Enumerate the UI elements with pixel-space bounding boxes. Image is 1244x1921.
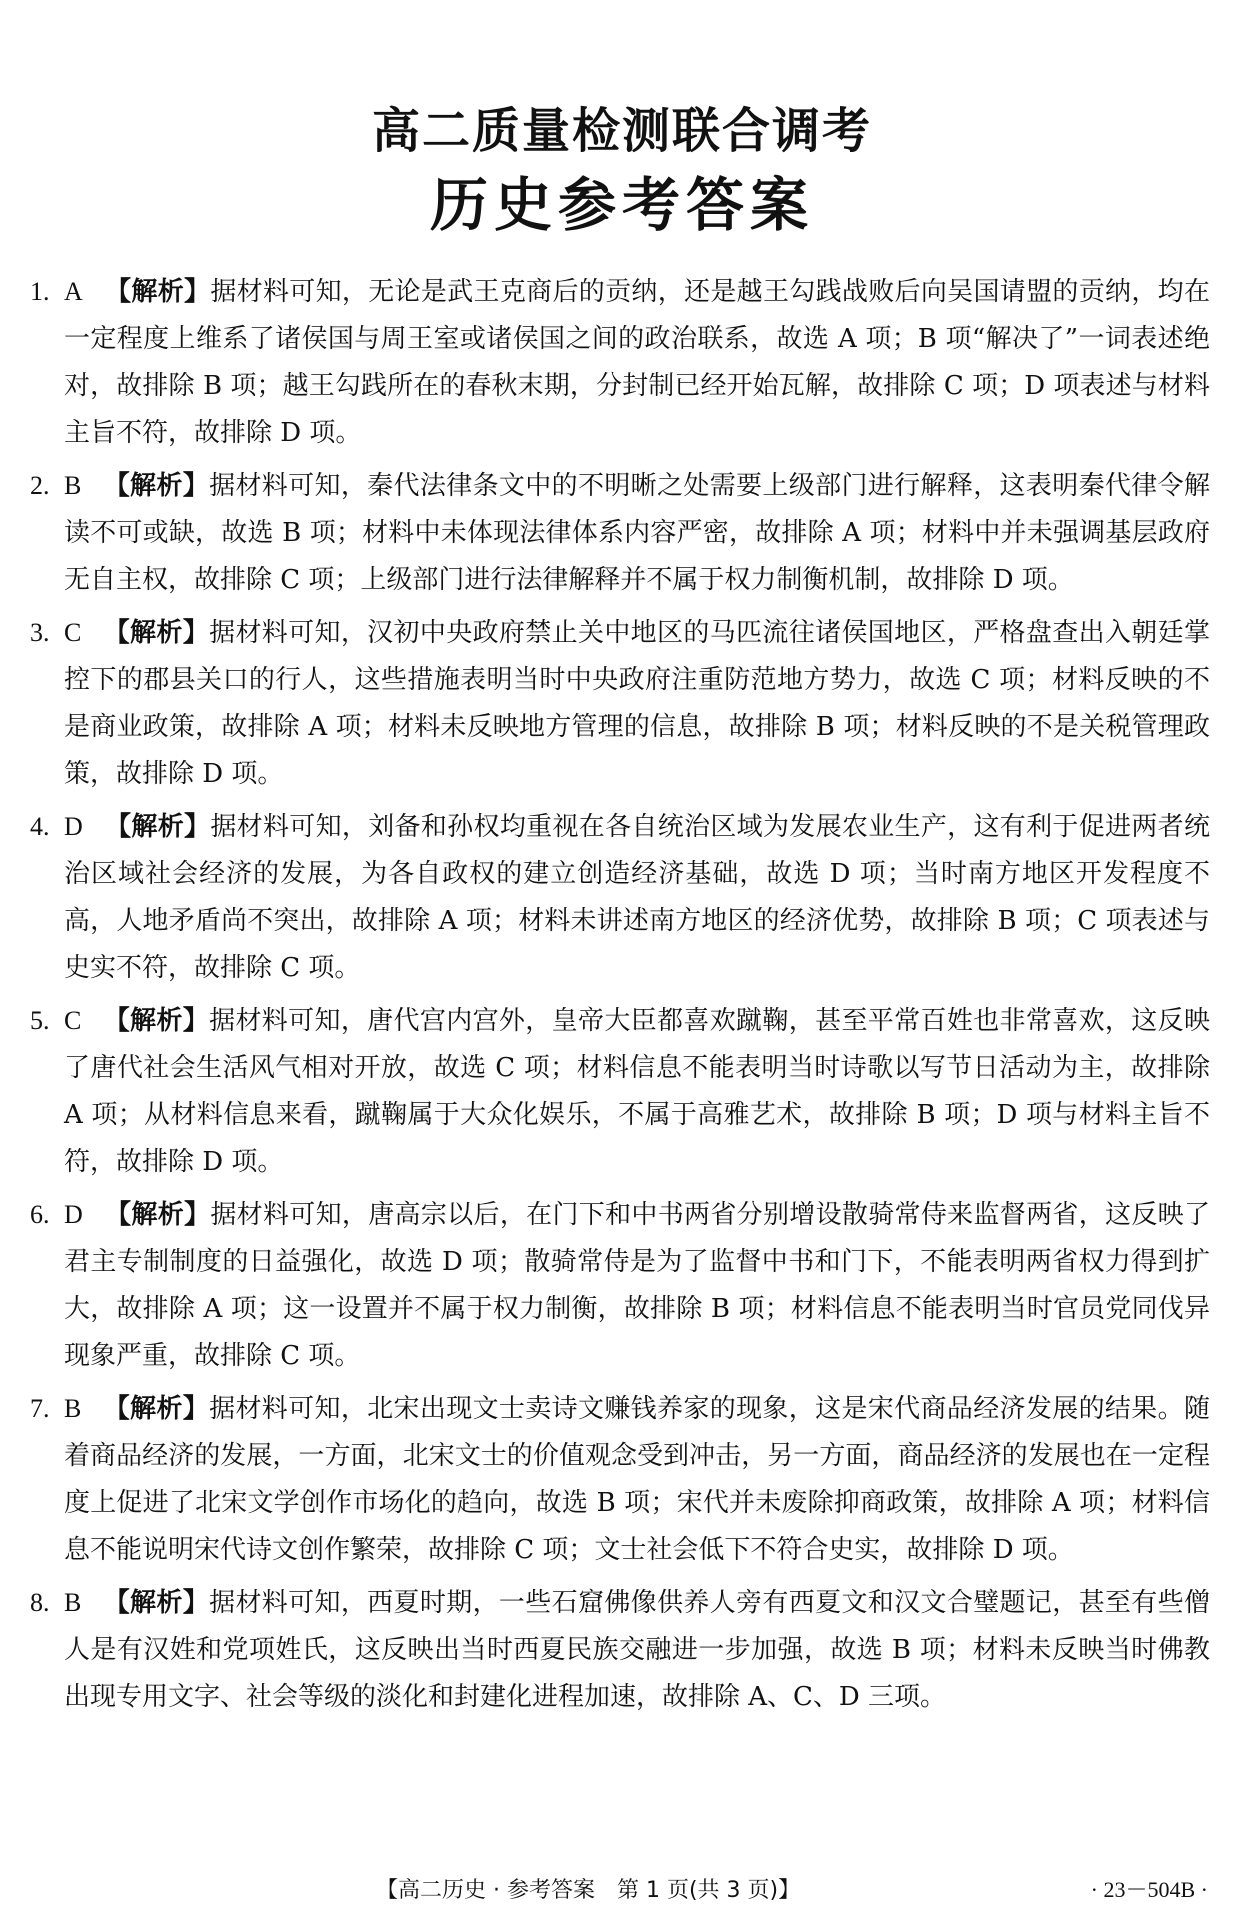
answer-choice: A	[64, 277, 83, 306]
answer-item-6	[30, 1191, 1210, 1380]
analysis-text: 据材料可知，秦代法律条文中的不明晰之处需要上级部门进行解释，这表明秦代律令解读不可或缺，故选 B 项；材料中未体现法律体系内容严密，故排除 A 项；材料中并未强调基层政府无自主权，故排除 C 项；上级部门进行法律解释并不属于权力制衡机制，故排除 D 项。	[64, 471, 1210, 595]
analysis-tag: 【解析】	[104, 277, 211, 307]
answer-number: 3.	[30, 618, 50, 647]
answer-number: 1.	[30, 277, 50, 306]
answer-number: 2.	[30, 471, 50, 500]
analysis-text: 据材料可知，无论是武王克商后的贡纳，还是越王勾践战败后向吴国请盟的贡纳，均在一定程度上维系了诸侯国与周王室或诸侯国之间的政治联系，故选 A 项；B 项“解决了”一词表述绝对，故排除 B 项；越王勾践所在的春秋末期，分封制已经开始瓦解，故排除 C 项；D 项表述与材料主旨不符，故排除 D 项。	[64, 277, 1210, 448]
analysis-tag: 【解析】	[103, 1394, 210, 1424]
footer-page-info: 【高二历史 · 参考答案 第 1 页(共 3 页)】	[376, 1878, 801, 1903]
answer-item-4	[30, 803, 1210, 992]
answer-item-7	[30, 1385, 1210, 1574]
analysis-text: 据材料可知，刘备和孙权均重视在各自统治区域为发展农业生产，这有利于促进两者统治区域社会经济的发展，为各自政权的建立创造经济基础，故选 D 项；当时南方地区开发程度不高，人地矛盾尚不突出，故排除 A 项；材料未讲述南方地区的经济优势，故排除 B 项；C 项表述与史实不符，故排除 C 项。	[64, 812, 1210, 983]
answer-number: 5.	[30, 1006, 50, 1035]
analysis-tag: 【解析】	[103, 618, 210, 648]
answer-choice: C	[64, 618, 82, 647]
analysis-text: 据材料可知，唐代宫内宫外，皇帝大臣都喜欢蹴鞠，甚至平常百姓也非常喜欢，这反映了唐代社会生活风气相对开放，故选 C 项；材料信息不能表明当时诗歌以写节日活动为主，故排除 A 项；从材料信息来看，蹴鞠属于大众化娱乐，不属于高雅艺术，故排除 B 项；D 项与材料主旨不符，故排除 D 项。	[64, 1006, 1210, 1177]
analysis-tag: 【解析】	[104, 812, 211, 842]
page-title: 高二质量检测联合调考	[371, 103, 872, 159]
analysis-tag: 【解析】	[103, 471, 210, 501]
answer-item-8	[30, 1579, 1210, 1721]
answer-item-1	[30, 268, 1210, 457]
answer-choice: B	[64, 1394, 82, 1423]
page-footer	[0, 1873, 1244, 1903]
analysis-tag: 【解析】	[103, 1006, 210, 1036]
analysis-text: 据材料可知，汉初中央政府禁止关中地区的马匹流往诸侯国地区，严格盘查出入朝廷掌控下的郡县关口的行人，这些措施表明当时中央政府注重防范地方势力，故选 C 项；材料反映的不是商业政策，故排除 A 项；材料未反映地方管理的信息，故排除 B 项；材料反映的不是关税管理政策，故排除 D 项。	[64, 618, 1210, 789]
answer-item-2	[30, 462, 1210, 604]
analysis-tag: 【解析】	[104, 1200, 211, 1230]
answer-item-5	[30, 997, 1210, 1186]
answer-choice: C	[64, 1006, 82, 1035]
analysis-text: 据材料可知，北宋出现文士卖诗文赚钱养家的现象，这是宋代商品经济发展的结果。随着商品经济的发展，一方面，北宋文士的价值观念受到冲击，另一方面，商品经济的发展也在一定程度上促进了北宋文学创作市场化的趋向，故选 B 项；宋代并未废除抑商政策，故排除 A 项；材料信息不能说明宋代诗文创作繁荣，故排除 C 项；文士社会低下不符合史实，故排除 D 项。	[64, 1394, 1210, 1565]
analysis-text: 据材料可知，西夏时期，一些石窟佛像供养人旁有西夏文和汉文合璧题记，甚至有些僧人是有汉姓和党项姓氏，这反映出当时西夏民族交融进一步加强，故选 B 项；材料未反映当时佛教出现专用文字、社会等级的淡化和封建化进程加速，故排除 A、C、D 三项。	[64, 1588, 1210, 1712]
footer-doc-code: · 23－504B ·	[1090, 1877, 1208, 1902]
answer-choice: D	[64, 812, 83, 841]
answer-number: 8.	[30, 1588, 50, 1617]
page-subtitle: 历史参考答案	[429, 171, 814, 239]
answer-item-3	[30, 609, 1210, 798]
answer-choice: B	[64, 471, 82, 500]
answer-choice: B	[64, 1588, 82, 1617]
answer-list	[30, 268, 1210, 1726]
answer-choice: D	[64, 1200, 83, 1229]
answer-number: 6.	[30, 1200, 50, 1229]
answer-number: 4.	[30, 812, 50, 841]
analysis-text: 据材料可知，唐高宗以后，在门下和中书两省分别增设散骑常侍来监督两省，这反映了君主专制制度的日益强化，故选 D 项；散骑常侍是为了监督中书和门下，不能表明两省权力得到扩大，故排除 A 项；这一设置并不属于权力制衡，故排除 B 项；材料信息不能表明当时官员党同伐异现象严重，故排除 C 项。	[64, 1200, 1210, 1371]
analysis-tag: 【解析】	[103, 1588, 210, 1618]
answer-number: 7.	[30, 1394, 50, 1423]
